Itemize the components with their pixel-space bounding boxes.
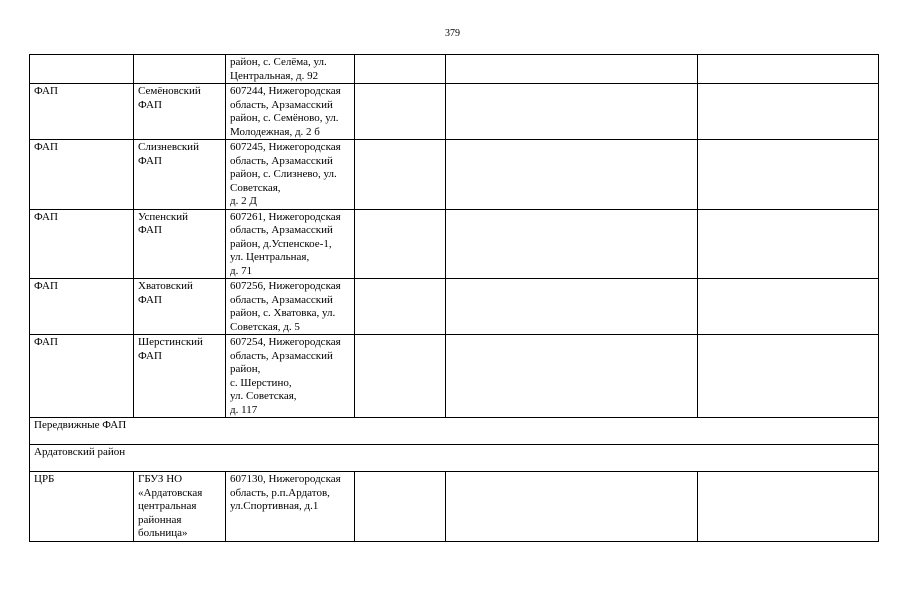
empty-cell bbox=[446, 472, 698, 542]
facility-name-cell: ГБУЗ НО «Ардатовская центральная районная больница» bbox=[134, 472, 226, 542]
facility-name-cell: Слизневский ФАП bbox=[134, 140, 226, 210]
table-row bbox=[30, 279, 879, 335]
facility-type-cell: ФАП bbox=[30, 279, 134, 335]
empty-cell bbox=[446, 84, 698, 140]
empty-cell bbox=[355, 472, 446, 542]
page-number: 379 bbox=[445, 28, 460, 39]
section-district: Ардатовский район bbox=[30, 445, 879, 472]
facility-type-cell: ЦРБ bbox=[30, 472, 134, 542]
facility-address-cell: 607256, Нижегородская область, Арзамасский район, с. Хватовка, ул. Советская, д. 5 bbox=[226, 279, 355, 335]
facility-type-cell: ФАП bbox=[30, 209, 134, 279]
empty-cell bbox=[698, 279, 879, 335]
table-row bbox=[30, 472, 879, 542]
facility-address-cell: 607245, Нижегородская область, Арзамасский район, с. Слизнево, ул. Советская, д. 2 Д bbox=[226, 140, 355, 210]
empty-cell bbox=[446, 335, 698, 418]
facility-type-cell: ФАП bbox=[30, 84, 134, 140]
table-row bbox=[30, 209, 879, 279]
empty-cell bbox=[698, 472, 879, 542]
facility-type-cell bbox=[30, 55, 134, 84]
facility-name-cell: Хватовский ФАП bbox=[134, 279, 226, 335]
empty-cell bbox=[698, 335, 879, 418]
facilities-table bbox=[29, 54, 879, 542]
facility-address-cell: 607261, Нижегородская область, Арзамасский район, д.Успенское-1, ул. Центральная, д. 71 bbox=[226, 209, 355, 279]
empty-cell bbox=[355, 279, 446, 335]
empty-cell bbox=[698, 209, 879, 279]
facility-address-cell: 607244, Нижегородская область, Арзамасский район, с. Семёново, ул. Молодежная, д. 2 б bbox=[226, 84, 355, 140]
facility-address-cell: 607130, Нижегородская область, р.п.Ардатов, ул.Спортивная, д.1 bbox=[226, 472, 355, 542]
empty-cell bbox=[355, 140, 446, 210]
empty-cell bbox=[698, 55, 879, 84]
facility-name-cell: Шерстинский ФАП bbox=[134, 335, 226, 418]
empty-cell bbox=[355, 55, 446, 84]
empty-cell bbox=[355, 335, 446, 418]
table-row bbox=[30, 84, 879, 140]
facility-name-cell bbox=[134, 55, 226, 84]
facility-type-cell: ФАП bbox=[30, 140, 134, 210]
table-row bbox=[30, 140, 879, 210]
empty-cell bbox=[446, 55, 698, 84]
empty-cell bbox=[698, 140, 879, 210]
empty-cell bbox=[446, 140, 698, 210]
section-row bbox=[30, 418, 879, 445]
section-mobile-fap: Передвижные ФАП bbox=[30, 418, 879, 445]
facility-address-cell: район, с. Селёма, ул. Центральная, д. 92 bbox=[226, 55, 355, 84]
facility-name-cell: Семёновский ФАП bbox=[134, 84, 226, 140]
empty-cell bbox=[698, 84, 879, 140]
table-row bbox=[30, 55, 879, 84]
facility-name-cell: Успенский ФАП bbox=[134, 209, 226, 279]
empty-cell bbox=[355, 209, 446, 279]
empty-cell bbox=[355, 84, 446, 140]
facility-address-cell: 607254, Нижегородская область, Арзамасский район, с. Шерстино, ул. Советская, д. 117 bbox=[226, 335, 355, 418]
section-row bbox=[30, 445, 879, 472]
facility-type-cell: ФАП bbox=[30, 335, 134, 418]
empty-cell bbox=[446, 209, 698, 279]
empty-cell bbox=[446, 279, 698, 335]
table-row bbox=[30, 335, 879, 418]
